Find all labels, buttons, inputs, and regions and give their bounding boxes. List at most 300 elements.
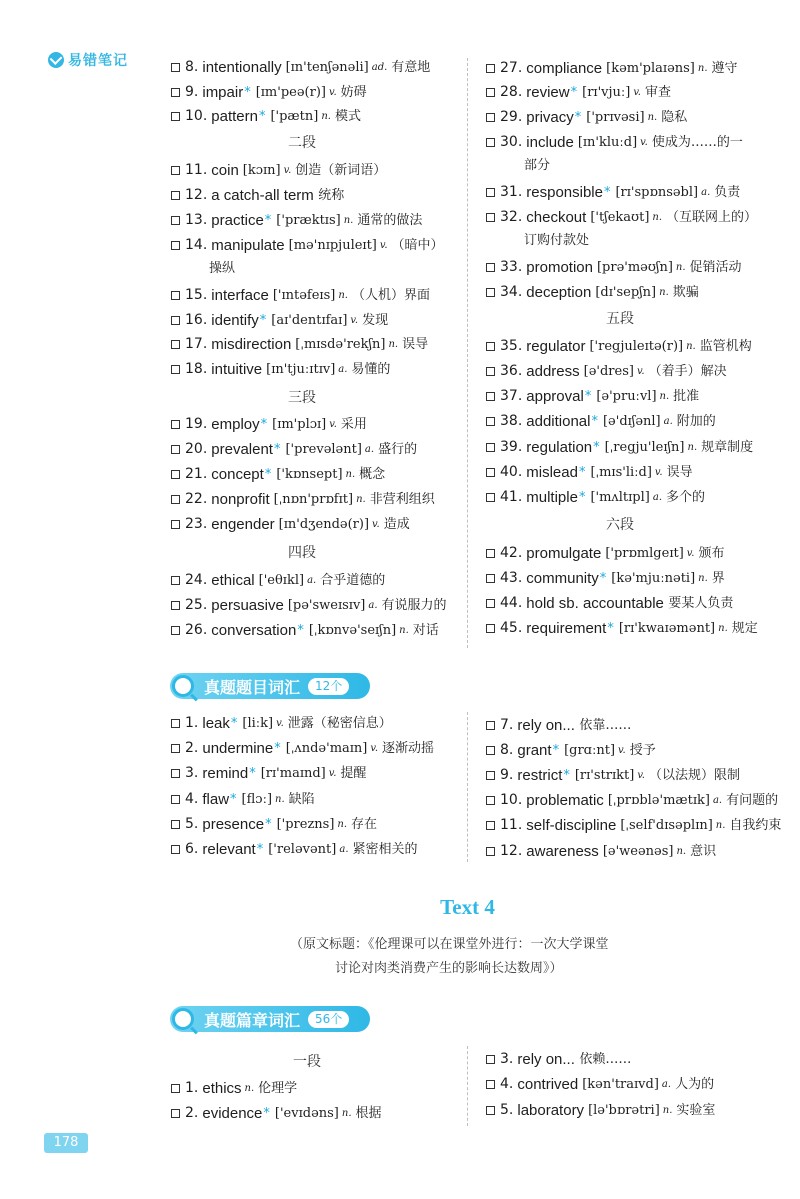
entry-word: identify	[211, 312, 259, 329]
entry-word: grant	[517, 742, 552, 759]
checkbox[interactable]	[486, 88, 495, 97]
entry-word: ethical	[211, 572, 255, 589]
entry-word: checkout	[526, 209, 587, 226]
checkbox[interactable]	[486, 746, 495, 755]
entry-number: 2.	[185, 1105, 199, 1121]
entry-definition: 批准	[673, 389, 700, 404]
entry-definition: 创造（新词语）	[295, 163, 387, 178]
section-label-4: 四段	[288, 545, 316, 561]
checkbox[interactable]	[486, 263, 495, 272]
checkbox[interactable]	[486, 64, 495, 73]
entry-word: address	[526, 363, 580, 380]
vocab-entry	[171, 1101, 382, 1126]
entry-phonetic: [ɪm'plɔɪ]	[272, 417, 327, 432]
entry-word: regulation	[526, 439, 593, 456]
entry-number: 4.	[500, 1076, 514, 1092]
entry-part-of-speech: v.	[686, 548, 695, 559]
entry-definition: 缺陷	[288, 792, 315, 807]
entry-part-of-speech: n.	[662, 1105, 673, 1116]
checkbox[interactable]	[486, 138, 495, 147]
star-icon: *	[578, 490, 586, 505]
entry-part-of-speech: n.	[244, 1083, 255, 1094]
entry-definition: 负责	[714, 185, 741, 200]
star-icon: *	[274, 741, 281, 756]
entry-part-of-speech: a.	[701, 187, 711, 198]
entry-part-of-speech: v.	[328, 87, 337, 98]
checkbox[interactable]	[486, 213, 495, 222]
checkbox[interactable]	[486, 1106, 495, 1115]
entry-part-of-speech: v.	[370, 743, 379, 754]
entry-definition: 有问题的	[726, 793, 779, 808]
checkbox[interactable]	[486, 574, 495, 583]
entry-definition: 根据	[355, 1106, 382, 1121]
section-label-6: 六段	[606, 517, 634, 533]
entry-part-of-speech: n.	[337, 819, 348, 830]
entry-word: regulator	[526, 338, 586, 355]
column-divider	[467, 58, 468, 648]
vocab-entry	[486, 409, 716, 434]
checkbox[interactable]	[171, 769, 180, 778]
entry-phonetic: [ɪn'tjuːɪtɪv]	[266, 362, 336, 377]
checkbox[interactable]	[171, 166, 180, 175]
vocab-entry	[486, 80, 671, 105]
entry-definition: 有说服力的	[381, 598, 447, 613]
checkbox[interactable]	[486, 367, 495, 376]
checkbox[interactable]	[486, 1055, 495, 1064]
checkbox[interactable]	[171, 601, 180, 610]
checkbox[interactable]	[171, 445, 180, 454]
entry-definition: 自我约束	[729, 818, 782, 833]
checkbox[interactable]	[486, 113, 495, 122]
entry-number: 35.	[500, 338, 523, 354]
entry-phonetic: ['mʌltɪpl]	[590, 490, 650, 505]
vocab-entry	[486, 359, 727, 384]
entry-part-of-speech: a.	[339, 844, 349, 855]
checkbox[interactable]	[171, 316, 180, 325]
entry-phonetic: [ˌnɒn'prɒfɪt]	[273, 492, 354, 507]
entry-number: 17.	[185, 336, 208, 352]
entry-number: 39.	[500, 439, 523, 455]
entry-definition: 易懂的	[351, 362, 391, 377]
vocab-entry	[171, 711, 392, 736]
vocab-entry	[171, 618, 439, 643]
entry-word: coin	[211, 162, 239, 179]
entry-word: persuasive	[211, 597, 284, 614]
star-icon: *	[260, 417, 268, 432]
entry-part-of-speech: n.	[686, 341, 696, 352]
banner-title: 真题篇章词汇	[204, 1010, 301, 1030]
entry-number: 15.	[185, 287, 208, 303]
entry-definition: 规定	[731, 621, 758, 636]
entry-part-of-speech: n.	[697, 63, 708, 74]
vocab-entry	[171, 568, 385, 593]
entry-phonetic: [ə'dɪʃənl]	[602, 414, 661, 429]
original-title-line1: （原文标题：《伦理课可以在课堂外进行：一次大学课堂	[290, 937, 609, 952]
entry-word: ethics	[202, 1080, 242, 1097]
entry-word: intentionally	[202, 59, 282, 76]
star-icon: *	[584, 389, 592, 404]
entry-part-of-speech: v.	[350, 315, 359, 326]
checkbox[interactable]	[486, 624, 495, 633]
entry-definition: （以法规）限制	[648, 768, 740, 783]
entry-definition: 要某人负责	[668, 596, 734, 611]
entry-definition: 存在	[351, 817, 378, 832]
entry-number: 20.	[185, 441, 208, 457]
entry-number: 14.	[185, 237, 208, 253]
star-icon: *	[599, 571, 607, 586]
vocab-entry	[171, 183, 344, 208]
vocab-entry	[486, 334, 752, 359]
star-icon: *	[574, 110, 582, 125]
vocab-entry	[486, 255, 742, 280]
entry-definition: 欺骗	[672, 285, 699, 300]
entry-phonetic: [ɪn'tenʃənəli]	[285, 60, 369, 75]
checkbox[interactable]	[171, 63, 180, 72]
checkbox[interactable]	[171, 795, 180, 804]
entry-definition: 采用	[340, 417, 367, 432]
entry-phonetic: [ˌʌndə'maɪn]	[285, 741, 368, 756]
vocab-entry	[171, 55, 430, 80]
vocab-entry	[171, 761, 366, 786]
checkbox[interactable]	[171, 216, 180, 225]
entry-number: 28.	[500, 84, 523, 100]
checkbox[interactable]	[486, 721, 495, 730]
entry-part-of-speech: v.	[654, 467, 663, 478]
star-icon: *	[297, 623, 304, 638]
entry-word: remind	[202, 765, 249, 782]
entry-phonetic: [rɪ'kwaɪəmənt]	[618, 621, 716, 636]
checkbox[interactable]	[171, 719, 180, 728]
checkbox[interactable]	[171, 470, 180, 479]
entry-word: deception	[526, 284, 592, 301]
star-icon: *	[258, 109, 266, 124]
word-count-badge: 56个	[308, 1011, 349, 1028]
vocab-entry	[171, 487, 435, 512]
entry-number: 9.	[500, 767, 514, 783]
entry-word: mislead	[526, 464, 578, 481]
entry-part-of-speech: a.	[368, 600, 378, 611]
entry-definition: 有意地	[391, 60, 431, 75]
magnifier-icon	[172, 675, 194, 697]
entry-word: laboratory	[517, 1102, 585, 1119]
entry-phonetic: [lə'bɒrətri]	[588, 1103, 660, 1118]
entry-definition: 泄露（秘密信息）	[287, 716, 392, 731]
entry-part-of-speech: v.	[379, 240, 388, 251]
entry-number: 34.	[500, 284, 523, 300]
section-label-3: 三段	[288, 390, 316, 406]
checkbox[interactable]	[486, 342, 495, 351]
entry-definition: 误导	[666, 465, 693, 480]
word-count-badge: 12个	[308, 678, 349, 695]
checkbox[interactable]	[171, 291, 180, 300]
star-icon: *	[578, 465, 586, 480]
star-icon: *	[552, 743, 560, 758]
entry-phonetic: [kə'mjuːnəti]	[611, 571, 696, 586]
entry-word: impair	[202, 84, 244, 101]
entry-word: hold sb. accountable	[526, 595, 664, 612]
entry-number: 30.	[500, 134, 523, 150]
entry-phonetic: [kəm'plaɪəns]	[606, 61, 695, 76]
question-vocab-banner	[170, 673, 349, 699]
entry-number: 40.	[500, 464, 523, 480]
entry-part-of-speech: n.	[659, 287, 669, 298]
entry-part-of-speech: n.	[275, 794, 285, 805]
vocab-entry	[171, 308, 388, 333]
entry-part-of-speech: n.	[675, 262, 686, 273]
checkbox[interactable]	[171, 820, 180, 829]
entry-number: 1.	[185, 1080, 199, 1096]
vocab-entry	[486, 541, 724, 566]
entry-definition: 误导	[402, 337, 429, 352]
entry-number: 32.	[500, 209, 523, 225]
checkbox[interactable]	[171, 420, 180, 429]
entry-phonetic: [ˌmɪs'liːd]	[590, 465, 652, 480]
vocab-entry	[486, 485, 705, 510]
vocab-entry	[486, 56, 738, 81]
entry-definition: 监管机构	[699, 339, 752, 354]
entry-word: awareness	[526, 843, 599, 860]
section-label-5: 五段	[606, 311, 634, 327]
checkbox[interactable]	[486, 468, 495, 477]
star-icon: *	[259, 313, 267, 328]
entry-part-of-speech: v.	[328, 768, 337, 779]
checkbox[interactable]	[171, 1084, 180, 1093]
vocab-entry	[171, 104, 361, 129]
checkbox[interactable]	[486, 392, 495, 401]
checkbox[interactable]	[171, 744, 180, 753]
entry-part-of-speech: a.	[338, 364, 348, 375]
entry-definition-continued: 部分	[524, 158, 551, 173]
banner-title: 真题题目词汇	[204, 677, 301, 697]
checkbox[interactable]	[486, 549, 495, 558]
entry-phonetic: ['tʃekaʊt]	[590, 210, 650, 225]
entry-definition: 依赖……	[579, 1052, 632, 1067]
entry-word: approval	[526, 388, 584, 405]
entry-part-of-speech: a.	[364, 444, 375, 455]
vocab-entry	[486, 205, 757, 230]
entry-part-of-speech: n.	[341, 1108, 352, 1119]
entry-word: additional	[526, 413, 591, 430]
entry-part-of-speech: n.	[652, 212, 663, 223]
entry-number: 18.	[185, 361, 208, 377]
checkbox[interactable]	[171, 576, 180, 585]
entry-word: manipulate	[211, 237, 285, 254]
entry-phonetic: ['præktɪs]	[276, 213, 341, 228]
entry-definition: 促销活动	[689, 260, 742, 275]
entry-definition: 使成为……的一	[651, 135, 743, 150]
entry-part-of-speech: n.	[399, 625, 409, 636]
checkbox[interactable]	[486, 771, 495, 780]
checkbox[interactable]	[171, 626, 180, 635]
entry-phonetic: [liːk]	[242, 716, 274, 731]
entry-part-of-speech: n.	[338, 290, 348, 301]
checkbox[interactable]	[171, 845, 180, 854]
column-divider	[467, 1046, 468, 1126]
entry-phonetic: [ə'dres]	[583, 364, 634, 379]
entry-definition: 紧密相关的	[352, 842, 418, 857]
checkbox[interactable]	[486, 493, 495, 502]
star-icon: *	[607, 621, 614, 636]
checkbox[interactable]	[171, 191, 180, 200]
star-icon: *	[265, 817, 272, 832]
entry-word: community	[526, 570, 599, 587]
entry-number: 3.	[185, 765, 199, 781]
entry-word: leak	[202, 715, 230, 732]
checkbox[interactable]	[486, 188, 495, 197]
vocab-entry	[486, 813, 781, 838]
star-icon: *	[230, 716, 238, 731]
checkbox[interactable]	[171, 241, 180, 250]
checkbox[interactable]	[486, 796, 495, 805]
star-icon: *	[264, 467, 272, 482]
vocab-entry	[486, 839, 716, 864]
entry-definition: 伦理学	[258, 1081, 298, 1096]
entry-part-of-speech: a.	[307, 575, 317, 586]
entry-word: multiple	[526, 489, 578, 506]
entry-phonetic: ['kɒnsept]	[276, 467, 343, 482]
star-icon: *	[273, 442, 281, 457]
entry-phonetic: ['prɒmlgeɪt]	[605, 546, 684, 561]
star-icon: *	[603, 185, 611, 200]
entry-phonetic: ['regjuleɪtə(r)]	[589, 339, 684, 354]
entry-number: 37.	[500, 388, 523, 404]
original-title-line2: 讨论对肉类消费产生的影响长达数周》）	[335, 961, 563, 976]
entry-definition: 发现	[362, 313, 389, 328]
entry-phonetic: [mə'nɪpjuleɪt]	[288, 238, 377, 253]
entry-phonetic: ['ɪntəfeɪs]	[272, 288, 336, 303]
entry-phonetic: [ˌmɪsdə'rekʃn]	[295, 337, 386, 352]
vocab-entry	[486, 105, 687, 130]
checkbox[interactable]	[486, 417, 495, 426]
entry-definition: （着手）解决	[648, 364, 727, 379]
entry-word: misdirection	[211, 336, 292, 353]
entry-definition: 隐私	[661, 110, 688, 125]
vocab-entry	[486, 384, 699, 409]
checkbox[interactable]	[486, 443, 495, 452]
entry-part-of-speech: v.	[283, 165, 292, 176]
entry-word: problematic	[526, 792, 604, 809]
entry-word: relevant	[202, 841, 256, 858]
star-icon: *	[249, 766, 256, 781]
entry-phonetic: ['evɪdəns]	[274, 1106, 339, 1121]
entry-phonetic: ['eθɪkl]	[258, 573, 305, 588]
entry-number: 27.	[500, 60, 523, 76]
entry-phonetic: [grɑːnt]	[564, 743, 616, 758]
entry-word: restrict	[517, 767, 563, 784]
checkbox[interactable]	[486, 847, 495, 856]
entry-phonetic: [ə'weənəs]	[602, 844, 674, 859]
checkbox[interactable]	[486, 821, 495, 830]
entry-number: 16.	[185, 312, 208, 328]
entry-number: 10.	[500, 792, 523, 808]
entry-definition: 遵守	[711, 61, 738, 76]
vocab-entry	[486, 1047, 631, 1072]
entry-number: 6.	[185, 841, 199, 857]
entry-number: 36.	[500, 363, 523, 379]
entry-part-of-speech: v.	[276, 718, 284, 729]
entry-number: 11.	[500, 817, 523, 833]
vocab-entry	[486, 591, 733, 616]
checkbox[interactable]	[171, 1109, 180, 1118]
entry-word: engender	[211, 516, 275, 533]
entry-number: 8.	[500, 742, 514, 758]
checkbox[interactable]	[171, 495, 180, 504]
entry-number: 5.	[185, 816, 199, 832]
checkbox[interactable]	[486, 288, 495, 297]
entry-word: presence	[202, 816, 265, 833]
checkbox[interactable]	[171, 340, 180, 349]
entry-word: include	[526, 134, 574, 151]
entry-part-of-speech: n.	[715, 820, 726, 831]
entry-number: 44.	[500, 595, 523, 611]
entry-number: 3.	[500, 1051, 514, 1067]
entry-part-of-speech: n.	[343, 215, 354, 226]
page-number: 178	[44, 1133, 88, 1153]
entry-word: undermine	[202, 740, 274, 757]
vocab-entry	[486, 738, 656, 763]
entry-part-of-speech: n.	[676, 846, 687, 857]
entry-number: 13.	[185, 212, 208, 228]
vocab-entry	[171, 512, 410, 537]
entry-definition: 合乎道德的	[320, 573, 386, 588]
entry-part-of-speech: v.	[329, 419, 337, 430]
entry-phonetic: [ˌself'dɪsəplɪn]	[620, 818, 713, 833]
vocab-entry	[171, 462, 385, 487]
entry-word: review	[526, 84, 570, 101]
entry-part-of-speech: v.	[633, 87, 641, 98]
entry-phonetic: [prə'məʊʃn]	[596, 260, 673, 275]
entry-word: pattern	[211, 108, 258, 125]
vocab-entry	[171, 437, 417, 462]
entry-phonetic: [ˌkɒnvə'seɪʃn]	[308, 623, 397, 638]
star-icon: *	[264, 213, 272, 228]
entry-word: compliance	[526, 60, 603, 77]
star-icon: *	[244, 85, 251, 100]
entry-word: contrived	[517, 1076, 579, 1093]
column-divider	[467, 712, 468, 862]
vocab-entry	[486, 1072, 714, 1097]
entry-number: 21.	[185, 466, 208, 482]
entry-number: 29.	[500, 109, 523, 125]
entry-phonetic: ['prezns]	[276, 817, 335, 832]
entry-part-of-speech: n.	[647, 112, 658, 123]
checkbox[interactable]	[171, 365, 180, 374]
entry-phonetic: [ɪn'kluːd]	[577, 135, 638, 150]
checkbox[interactable]	[171, 520, 180, 529]
entry-part-of-speech: v.	[372, 519, 380, 530]
section-label-1: 一段	[293, 1054, 321, 1070]
vocab-entry	[486, 280, 699, 305]
checkbox[interactable]	[486, 1080, 495, 1089]
checkbox[interactable]	[486, 599, 495, 608]
entry-phonetic: [ə'pruːvl]	[596, 389, 657, 404]
entry-definition: 妨碍	[340, 85, 367, 100]
entry-phonetic: [pə'sweɪsɪv]	[287, 598, 366, 613]
entry-number: 2.	[185, 740, 199, 756]
entry-definition: 授予	[629, 743, 656, 758]
entry-word: responsible	[526, 184, 603, 201]
entry-definition: 颁布	[698, 546, 725, 561]
vocab-entry	[486, 566, 725, 591]
vocab-entry	[486, 460, 693, 485]
entry-definition: 审查	[645, 85, 672, 100]
entry-definition: 附加的	[676, 414, 716, 429]
checkbox[interactable]	[171, 112, 180, 121]
entry-word: promotion	[526, 259, 593, 276]
entry-number: 11.	[185, 162, 208, 178]
entry-number: 22.	[185, 491, 208, 507]
checkbox[interactable]	[171, 88, 180, 97]
